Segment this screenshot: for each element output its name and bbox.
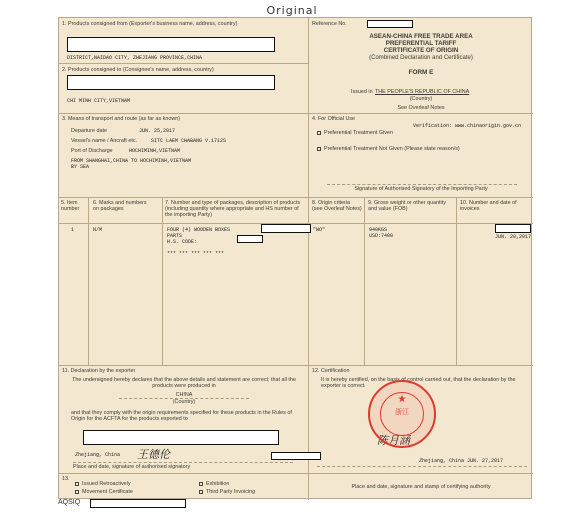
- verification-url: Verification: www.chinaorigin.gov.cn: [413, 123, 522, 129]
- exporter-address: DISTRICT,NAIDAO CITY, ZHEJIANG PROVINCE,CHINA: [67, 55, 203, 61]
- preferential-given-option: [317, 130, 393, 136]
- box-consignee: [59, 64, 309, 114]
- official-use-label: 4. For Official Use: [312, 116, 356, 122]
- box-official-use: [309, 114, 533, 198]
- country-caption: (Country): [409, 96, 433, 102]
- exhibition-label: Exhibition: [206, 481, 230, 487]
- certifier-signature: 陈月涵: [377, 434, 410, 447]
- invoice-date: JUN. 20,2017: [495, 234, 532, 240]
- fob-value: USD:7400: [369, 233, 394, 239]
- importing-signature-label: Signature of Authorised Signatory of the Importing Party: [354, 186, 488, 192]
- issued-in-value: THE PEOPLE'S REPUBLIC OF CHINA: [375, 89, 470, 95]
- col-description-label: 7. Number and type of packages, description of products (including quantity where appropriate and HS number of the importing Party): [165, 200, 301, 218]
- box-13: [59, 474, 309, 500]
- redacted-importing-country: [83, 430, 279, 445]
- certification-place-label: Place and date, signature and stamp of certifying authority: [351, 484, 491, 490]
- third-party-invoicing-option: [199, 489, 255, 495]
- redacted-invoice-no: [495, 224, 531, 233]
- issued-retroactively-option: [75, 481, 131, 487]
- exporter-signature: 王德伦: [137, 448, 170, 461]
- redacted-hs-code: [237, 235, 263, 243]
- col-invoice-label: 10. Number and date of invoices: [460, 200, 517, 212]
- cell-weight: [365, 224, 457, 366]
- declaration-text-1: The undersigned hereby declares that the above details and statement are correct; that all the products were produced in: [72, 377, 296, 389]
- col-marks: [89, 198, 163, 224]
- certification-label: 12. Certification: [312, 368, 350, 374]
- col-description: [163, 198, 309, 224]
- departure-label: Departure date: [71, 128, 107, 134]
- certificate-form: [58, 17, 532, 499]
- overleaf-notes: See Overleaf Notes: [397, 105, 445, 111]
- declaration-country: CHINA: [175, 392, 193, 398]
- redacted-aqsiq-number: [90, 499, 186, 508]
- reference-label: Reference No.: [312, 21, 347, 27]
- declaration-label: 11. Declaration by the exporter: [62, 368, 136, 374]
- seal-star-icon: ★: [397, 394, 407, 405]
- form-e-label: FORM E: [408, 69, 434, 76]
- preferential-not-given-label: Preferential Treatment Not Given (Please state reason/s): [324, 146, 460, 152]
- vessel-label: Vessel's name / Aircraft etc.: [71, 138, 138, 144]
- weight-value: 940KGS: [369, 227, 388, 233]
- ref-heading-4: (Combined Declaration and Certificate): [369, 55, 473, 61]
- route-line-2: BY SEA: [71, 164, 90, 170]
- marks-value: N/M: [93, 227, 103, 233]
- box-consignee-label: 2. Products consigned to (Consignee's name, address, country): [62, 67, 214, 73]
- box-exporter: [59, 18, 309, 64]
- box-transport-label: 3. Means of transport and route (as far as known): [62, 116, 181, 122]
- box-transport: [59, 114, 309, 198]
- box13-label: 13.: [62, 476, 70, 482]
- movement-certificate-label: Movement Certificate: [82, 489, 133, 495]
- cell-origin: [309, 224, 365, 366]
- footer-aqsiq: [58, 499, 80, 506]
- movement-certificate-option: [75, 489, 133, 495]
- preferential-given-checkbox[interactable]: [317, 131, 321, 135]
- exhibition-option: [199, 481, 229, 487]
- issued-in-label: Issued in: [351, 89, 373, 95]
- cell-item: [59, 224, 89, 366]
- box-declaration: [59, 366, 309, 474]
- port-of-discharge: HOCHIMINH,VIETNAM: [129, 148, 181, 154]
- col-origin-label: 8. Origin criteria (see Overleaf Notes): [312, 200, 362, 212]
- declaration-country-caption: (Country): [172, 399, 196, 405]
- seal-text: 浙江: [395, 408, 409, 416]
- col-origin: [309, 198, 365, 224]
- col-item-number-label: 5. Item number: [61, 200, 80, 212]
- box-reference: [309, 18, 533, 114]
- col-weight-label: 9. Gross weight or other quantity and value (FOB): [368, 200, 446, 212]
- preferential-not-given-option: [317, 146, 460, 152]
- route-line-1: FROM SHANGHAI,CHINA TO HOCHIMINH,VIETNAM: [71, 158, 192, 164]
- certification-signature-line: [317, 466, 527, 467]
- cell-marks: [89, 224, 163, 366]
- col-marks-label: 6. Marks and numbers on packages: [93, 200, 147, 212]
- col-invoice: [457, 198, 533, 224]
- box-certification-footer: [309, 474, 533, 500]
- third-party-invoicing-label: Third Party Invoicing: [206, 489, 256, 495]
- cell-description: [163, 224, 309, 366]
- preferential-given-label: Preferential Treatment Given: [324, 130, 393, 136]
- page-title: Original: [266, 4, 318, 17]
- desc-line-1: FOUR (4) WOODEN BOXES: [167, 227, 231, 233]
- redacted-consignee-name: [67, 75, 275, 90]
- certification-text: It is hereby certified, on the basis of control carried out, that the declaration by the exporter is correct.: [321, 377, 516, 389]
- origin-value: "WO": [313, 227, 326, 233]
- ref-heading-3: CERTIFICATE OF ORIGIN: [383, 47, 459, 54]
- third-party-invoicing-checkbox[interactable]: [199, 490, 203, 494]
- exhibition-checkbox[interactable]: [199, 482, 203, 486]
- ref-heading-2: PREFERENTIAL TARIFF: [385, 40, 457, 47]
- issued-retroactively-checkbox[interactable]: [75, 482, 79, 486]
- redacted-exporter-name: [67, 37, 275, 52]
- port-label: Port of Discharge: [71, 148, 113, 154]
- redacted-reference-no: [367, 20, 413, 28]
- cell-invoice: [457, 224, 533, 366]
- desc-line-3: H.S. CODE:: [167, 239, 198, 245]
- desc-line-2: PARTS: [167, 233, 183, 239]
- aqsiq-label: AQSIQ: [58, 499, 81, 506]
- col-item-number: [59, 198, 89, 224]
- declaration-signature-line: [73, 462, 293, 463]
- issued-retroactively-label: Issued Retroactively: [82, 481, 131, 487]
- declaration-text-2: and that they comply with the origin requirements specified for these products in the Rules of Origin for the ACFTA for the products exported to: [71, 410, 292, 422]
- certification-place-date: Zhejiang, China JUN. 27,2017: [419, 458, 504, 464]
- desc-line-4: *** *** *** *** ***: [167, 251, 225, 257]
- item-number: 1: [71, 227, 75, 233]
- declaration-place-label: Place and date, signature of authorised signatory: [73, 464, 191, 470]
- importing-signature-line: [327, 184, 517, 185]
- vessel-name: SITC LAEM CHABANG V.1712S: [151, 138, 227, 144]
- col-weight: [365, 198, 457, 224]
- preferential-not-given-checkbox[interactable]: [317, 147, 321, 151]
- departure-date: JUN. 25,2017: [139, 128, 176, 134]
- movement-certificate-checkbox[interactable]: [75, 490, 79, 494]
- ref-heading-1: ASEAN-CHINA FREE TRADE AREA: [369, 33, 473, 40]
- consignee-address: CHI MINH CITY,VIETNAM: [67, 98, 131, 104]
- redacted-description: [261, 224, 311, 233]
- box-exporter-label: 1. Products consigned from (Exporter's business name, address, country): [62, 21, 238, 27]
- declaration-place: Zhejiang, China: [75, 452, 121, 458]
- official-seal-stamp: [368, 380, 436, 448]
